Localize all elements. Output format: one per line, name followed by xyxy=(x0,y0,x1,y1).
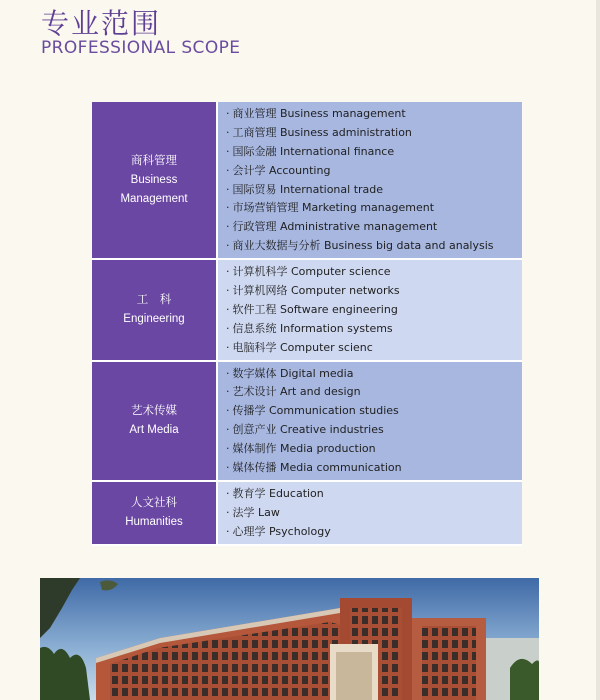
category-row-humanities xyxy=(92,481,522,545)
professional-scope-table xyxy=(92,102,522,546)
bullet-icon: · xyxy=(226,404,230,418)
bullet-icon: · xyxy=(226,302,230,316)
list-item: · 传播学 Communication studies xyxy=(226,404,399,418)
list-item: · 商业管理 Business management xyxy=(226,107,406,120)
category-row-business xyxy=(92,102,522,259)
bullet-icon: · xyxy=(226,163,230,177)
category-items-humanities xyxy=(217,481,522,545)
bullet-icon: · xyxy=(226,366,230,380)
page-title: 专业范围 xyxy=(41,7,162,40)
list-item: · 教育学 Education xyxy=(226,486,324,500)
list-item: · 行政管理 Administrative management xyxy=(226,220,438,234)
page-edge xyxy=(596,0,600,700)
category-name-en: Humanities xyxy=(125,515,183,528)
category-name-cn: 工 科 xyxy=(136,293,172,306)
list-item: · 工商管理 Business administration xyxy=(226,125,412,139)
bullet-icon: · xyxy=(226,220,230,234)
bullet-icon: · xyxy=(226,461,230,475)
category-name-en: Management xyxy=(120,192,188,205)
list-item: · 会计学 Accounting xyxy=(226,163,331,177)
bullet-icon: · xyxy=(226,505,230,519)
list-item: · 媒体制作 Media production xyxy=(226,442,376,456)
list-item: · 软件工程 Software engineering xyxy=(226,302,398,316)
category-cell-humanities xyxy=(92,481,217,545)
bullet-icon: · xyxy=(226,284,230,298)
bullet-icon: · xyxy=(226,524,230,538)
list-item: · 电脑科学 Computer scienc xyxy=(226,340,373,354)
category-row-art-media xyxy=(92,361,522,481)
category-name-cn: 商科管理 xyxy=(131,154,177,167)
list-item: · 媒体传播 Media communication xyxy=(226,461,402,475)
category-items-engineering xyxy=(217,259,522,360)
list-item: · 数字媒体 Digital media xyxy=(226,366,354,380)
category-name-cn: 艺术传媒 xyxy=(131,404,177,417)
list-item: · 国际贸易 International trade xyxy=(226,182,384,196)
list-item: · 心理学 Psychology xyxy=(226,524,331,538)
bullet-icon: · xyxy=(226,340,230,354)
bullet-icon: · xyxy=(226,201,230,215)
list-item: · 商业大数据与分析 Business big data and analysis xyxy=(226,239,494,253)
bullet-icon: · xyxy=(226,423,230,437)
list-item: · 艺术设计 Art and design xyxy=(226,385,361,399)
bullet-icon: · xyxy=(226,125,230,139)
bullet-icon: · xyxy=(226,486,230,500)
bullet-icon: · xyxy=(226,144,230,158)
category-cell-art-media xyxy=(92,361,217,481)
category-name-en: Art Media xyxy=(129,423,179,436)
bullet-icon: · xyxy=(226,321,230,335)
category-items-art-media xyxy=(217,361,522,481)
category-name-en: Engineering xyxy=(123,312,185,325)
list-item: · 信息系统 Information systems xyxy=(226,321,393,335)
category-row-engineering xyxy=(92,259,522,360)
list-item: · 计算机科学 Computer science xyxy=(226,265,391,279)
list-item: · 计算机网络 Computer networks xyxy=(226,284,400,298)
list-item: · 市场营销管理 Marketing management xyxy=(226,201,435,215)
category-cell-engineering xyxy=(92,259,217,360)
bullet-icon: · xyxy=(226,265,230,279)
bullet-icon: · xyxy=(226,107,230,120)
list-item: · 国际金融 International finance xyxy=(226,144,395,158)
category-items-business xyxy=(217,102,522,259)
campus-building-photo xyxy=(40,578,539,700)
bullet-icon: · xyxy=(226,239,230,253)
bullet-icon: · xyxy=(226,385,230,399)
bullet-icon: · xyxy=(226,182,230,196)
category-cell-business xyxy=(92,102,217,259)
list-item: · 法学 Law xyxy=(226,505,280,519)
category-name-cn: 人文社科 xyxy=(131,496,177,509)
bullet-icon: · xyxy=(226,442,230,456)
list-item: · 创意产业 Creative industries xyxy=(226,423,384,437)
category-name-en: Business xyxy=(130,173,178,186)
page-subtitle: PROFESSIONAL SCOPE xyxy=(41,38,241,58)
